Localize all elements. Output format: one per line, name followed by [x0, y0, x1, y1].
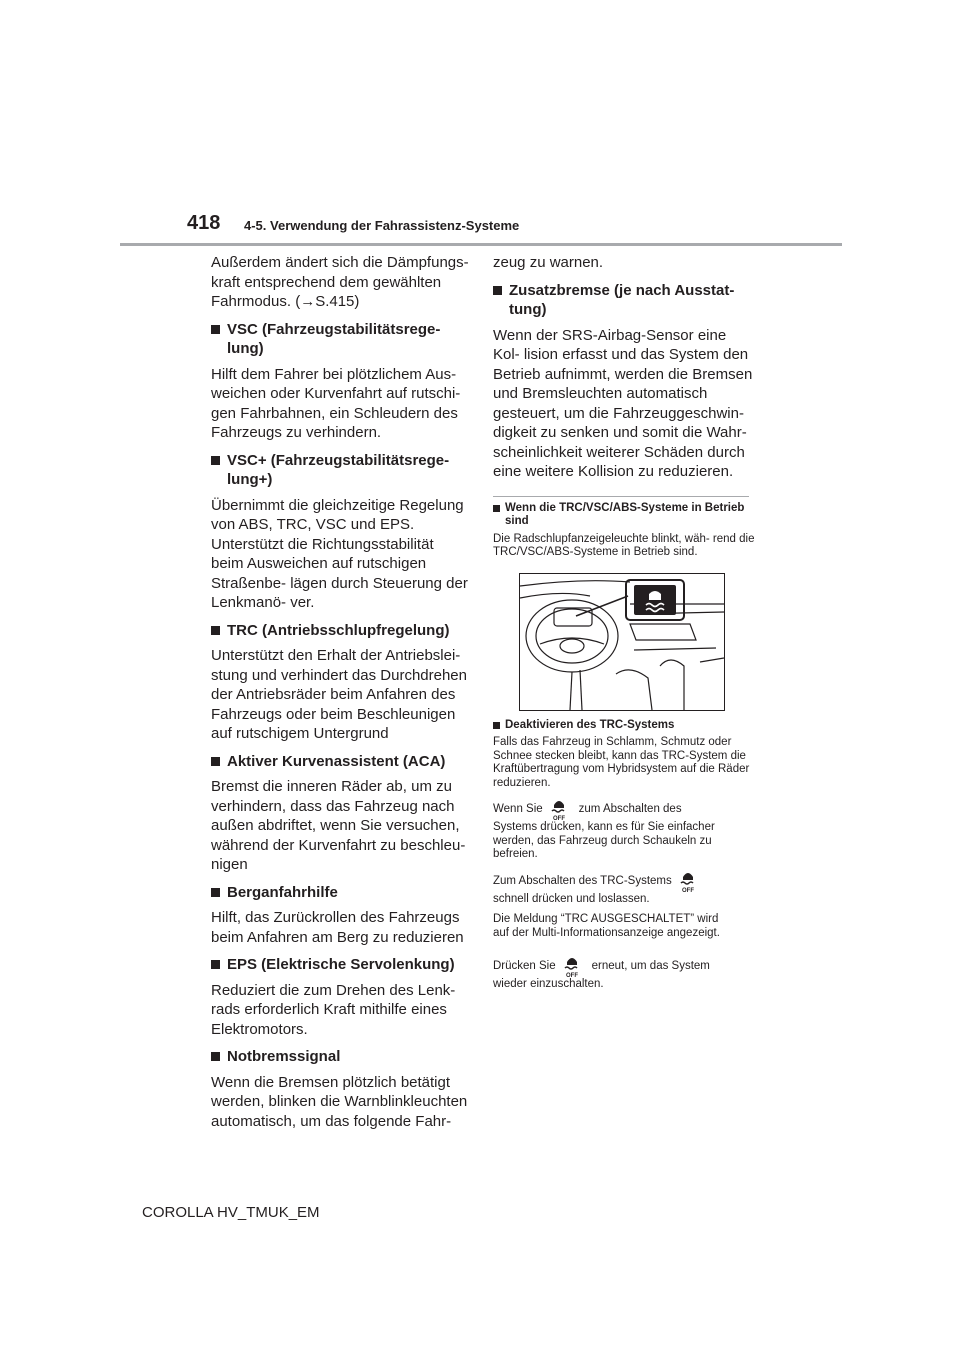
vscplus-text: Übernimmt die gleichzeitige Regelung von ABS, TRC, VSC und EPS. Unterstützt die Richtungsstabilität beim Ausweichen auf rutschigen Straßenbe- lägen durch Steuerung der Lenkmanö- ver.: [211, 496, 468, 611]
dashboard-illustration: [519, 573, 725, 711]
off-text-a: Zum Abschalten des TRC-Systems: [493, 874, 672, 887]
section-title: 4-5. Verwendung der Fahrassistenz-Systeme: [244, 218, 520, 233]
trc-off-icon: [549, 797, 569, 821]
message-text: [493, 913, 755, 940]
message-text-a: Die Meldung “TRC AUSGESCHALTET” wird: [493, 913, 719, 925]
hill-heading: Berganfahrhilfe: [211, 883, 469, 903]
note-trc-off-text: Falls das Fahrzeug in Schlamm, Schmutz oder Schnee stecken bleibt, kann das TRC-System die Kraftübertragung vom Hybridsystem auf die Räder reduzieren.: [493, 736, 750, 789]
note-trc-off-heading: Deaktivieren des TRC-Systems: [493, 719, 755, 733]
press-text-c: Systems drücken, kann es für Sie einfacher werden, das Fahrzeug durch Schaukeln zu befreien.: [493, 821, 715, 860]
trc-off-icon-label: OFF: [681, 887, 694, 893]
aca-text: Bremst die inneren Räder ab, um zu verhindern, dass das Fahrzeug nach außen abdriftet, wenn Sie versuchen, während der Kurvenfahrt zu beschleu- nigen: [211, 778, 466, 873]
brake-heading: Zusatzbremse (je nach Ausstat- tung): [493, 281, 755, 320]
right-column: [493, 253, 755, 999]
again-instruction: [493, 954, 755, 992]
vsc-text: Hilft dem Fahrer bei plötzlichem Aus- weichen oder Kurvenfahrt auf rutschi- gen Fahrbahnen, ein Schleudern des Fahrzeugs zu verhindern.: [211, 365, 461, 441]
ess-text: Wenn die Bremsen plötzlich betätigt werden, blinken die Warnblinkleuchten automatisch, um das folgende Fahr-: [211, 1073, 468, 1130]
header-divider: [120, 243, 842, 246]
press-text-a: Wenn Sie: [493, 803, 543, 816]
trc-text: Unterstützt den Erhalt der Antriebslei- stung und verhindert das Durchdrehen der Antriebsräder beim Anfahren des Fahrzeugs oder beim Beschleunigen auf rutschigem Untergrund: [211, 647, 467, 742]
hill-text: Hilft, das Zurückrollen des Fahrzeugs beim Anfahren am Berg zu reduzieren: [211, 909, 464, 946]
eps-text: Reduziert die zum Drehen des Lenk- rads erforderlich Kraft mithilfe eines Elektromotors.: [211, 981, 456, 1038]
trc-off-icon-label: OFF: [565, 973, 578, 978]
left-column: [211, 253, 469, 1139]
note-trc-active-text: Die Radschlupfanzeigeleuchte blinkt, wäh- rend die TRC/VSC/ABS-Systeme in Betrieb sind.: [493, 532, 755, 558]
note-divider: [493, 496, 749, 497]
trc-off-icon: [678, 869, 698, 893]
again-text-a: Drücken Sie: [493, 960, 556, 973]
trc-off-icon: [562, 954, 582, 978]
vscplus-heading: VSC+ (Fahrzeugstabilitätsrege- lung+): [211, 451, 469, 490]
off-text-b: schnell drücken und loslassen.: [493, 892, 650, 905]
aca-heading: Aktiver Kurvenassistent (ACA): [211, 752, 469, 772]
model-code: COROLLA HV_TMUK_EM: [142, 1204, 320, 1221]
again-text-b: erneut, um das System: [591, 960, 710, 973]
off-instruction: [493, 869, 755, 907]
intro-paragraph: Außerdem ändert sich die Dämpfungs- kraft entsprechend dem gewählten Fahrmodus. (→S.415): [211, 254, 469, 310]
again-text-c: wieder einzuschalten.: [493, 978, 604, 990]
trc-off-icon-label: OFF: [552, 816, 565, 821]
page-number: 418: [187, 212, 221, 234]
message-text-b: auf der Multi-Informationsanzeige angezeigt.: [493, 926, 720, 939]
press-text-b: zum Abschalten des: [578, 803, 682, 816]
eps-heading: EPS (Elektrische Servolenkung): [211, 955, 469, 975]
note-trc-active-heading: Wenn die TRC/VSC/ABS-Systeme in Betrieb sind: [493, 502, 755, 529]
press-instruction: [493, 797, 755, 862]
brake-text: Wenn der SRS-Airbag-Sensor eine Kol- lision erfasst und das System den Betrieb aufnimmt, werden die Bremsen und Bremsleuchten automatisch gesteuert, um die Fahrzeuggeschwin- digkeit zu senken und somit die Wahr- scheinlichkeit weiterer Schäden durch eine weitere Kollision zu reduzieren.: [493, 326, 753, 480]
trc-heading: TRC (Antriebsschlupfregelung): [211, 621, 469, 641]
ess-heading: Notbremssignal: [211, 1047, 469, 1067]
notes-block: [493, 502, 755, 992]
continued-text: zeug zu warnen.: [493, 254, 604, 271]
vsc-heading: VSC (Fahrzeugstabilitätsrege- lung): [211, 320, 469, 359]
